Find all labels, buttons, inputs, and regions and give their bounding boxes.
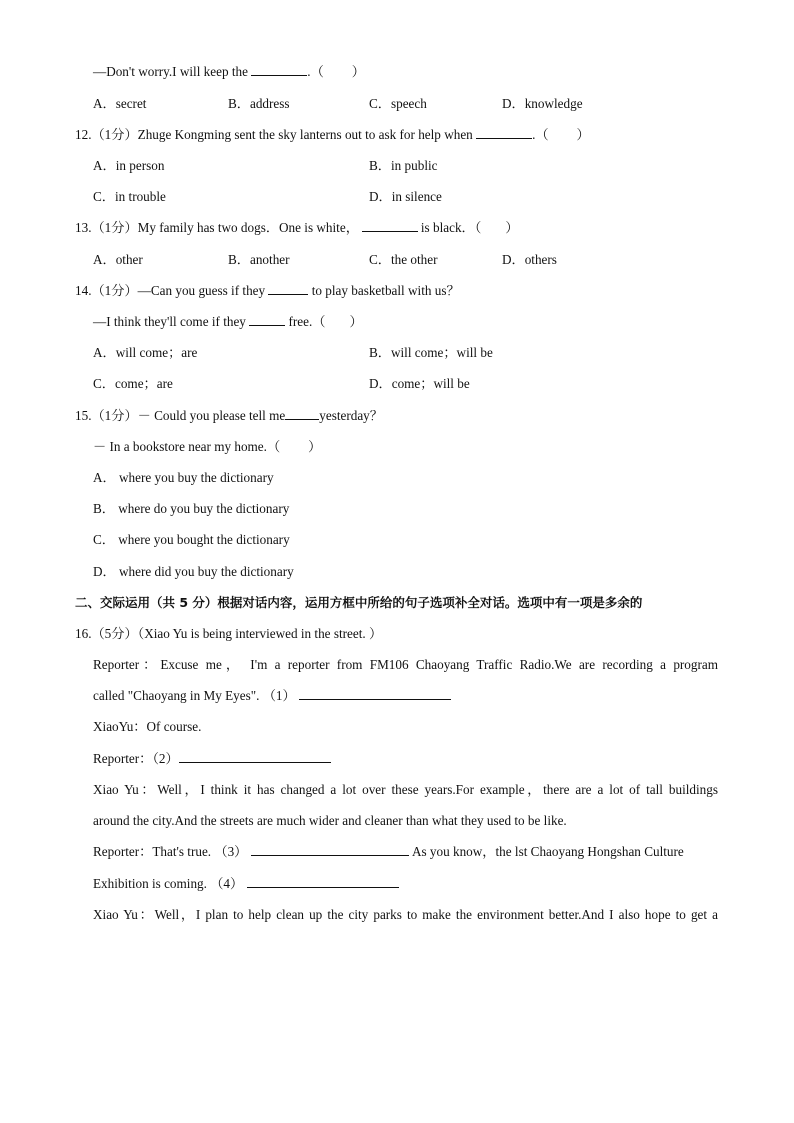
q12-after-blank: .（ xyxy=(532,127,549,142)
q16-dialogue-line-3: XiaoYu：Of course. xyxy=(93,719,202,734)
q14-blank-1 xyxy=(268,282,308,295)
q16-stem: 16.（5分）（Xiao Yu is being interviewed in the street. ） xyxy=(75,626,383,641)
q16-blank-1 xyxy=(299,687,451,700)
q16-line4-text: Reporter：（2） xyxy=(93,751,179,766)
q11-blank xyxy=(251,63,307,76)
q15-line2 xyxy=(93,438,321,456)
q16-blank-3 xyxy=(251,843,409,856)
q16-blank-4 xyxy=(247,875,399,888)
q16-dialogue-line-2 xyxy=(93,687,451,705)
q16-dialogue-line-6: around the city.And the streets are much wider and cleaner than what they used to be like. xyxy=(93,813,567,828)
q11-after-blank: .（ xyxy=(307,64,324,79)
q12-paren-close: ） xyxy=(576,127,590,142)
q11-stem-text: —Don't worry.I will keep the xyxy=(93,64,248,79)
q14-option-a: A．will come；are xyxy=(93,345,198,360)
q14-blank-2 xyxy=(249,313,285,326)
q14-line2 xyxy=(93,313,363,331)
q12-stem-text: 12.（1分）Zhuge Kongming sent the sky lanterns out to ask for help when xyxy=(75,127,473,142)
q15-option-a: A． where you buy the dictionary xyxy=(93,470,274,485)
q11-option-a: A．secret xyxy=(93,96,147,111)
q16-dialogue-line-9: Xiao Yu：Well，I plan to help clean up the city parks to make the environment better.And I also hope to get a xyxy=(93,907,718,922)
q13-option-a: A．other xyxy=(93,252,143,267)
q15-option-d: D． where did you buy the dictionary xyxy=(93,564,294,579)
q15-option-b: B． where do you buy the dictionary xyxy=(93,501,290,516)
q16-line8-text: Exhibition is coming. （4） xyxy=(93,876,244,891)
q16-line7-tail: As you know，the lst Chaoyang Hongshan Culture xyxy=(411,844,684,859)
q14-line2-text: —I think they'll come if they xyxy=(93,314,246,329)
q14-line2-tail: free.（ xyxy=(288,314,326,329)
q11-option-d: D．knowledge xyxy=(502,96,583,111)
q12-option-c: C．in trouble xyxy=(93,189,166,204)
q13-option-d: D．others xyxy=(502,252,557,267)
q16-line7-text: Reporter：That's true. （3） xyxy=(93,844,248,859)
q13-blank xyxy=(362,219,418,232)
q12-blank xyxy=(476,126,532,139)
q16-dialogue-line-8 xyxy=(93,875,399,893)
q14-paren-close: ） xyxy=(349,314,363,329)
q11-stem xyxy=(93,63,365,81)
section-2-title: 二、交际运用（共 5 分）根据对话内容，运用方框中所给的句子选项补全对话。选项中有一项是多余的 xyxy=(75,595,643,610)
q15-stem-tail: yesterday？ xyxy=(319,408,383,423)
q13-stem-text: 13.（1分）My family has two dogs．One is white， xyxy=(75,220,359,235)
q14-stem-tail: to play basketball with us？ xyxy=(311,283,460,298)
q16-blank-2 xyxy=(179,750,331,763)
q12-option-b: B．in public xyxy=(369,158,438,173)
q13-option-b: B．another xyxy=(228,252,290,267)
q15-stem-text: 15.（1分）－ Could you please tell me xyxy=(75,408,286,423)
q16-line2-text: called "Chaoyang in My Eyes". （1） xyxy=(93,688,296,703)
q12-option-d: D．in silence xyxy=(369,189,442,204)
q16-dialogue-line-5: Xiao Yu：Well，I think it has changed a lot over these years.For example，there are a lot of tall buildings xyxy=(93,782,718,797)
q16-dialogue-line-7 xyxy=(93,843,684,861)
q12-stem xyxy=(75,126,590,144)
q16-dialogue-line-1: Reporter：Excuse me， I'm a reporter from FM106 Chaoyang Traffic Radio.We are recording a program xyxy=(93,657,718,672)
q14-option-b: B．will come；will be xyxy=(369,345,493,360)
q14-stem-text: 14.（1分）—Can you guess if they xyxy=(75,283,266,298)
q13-paren-close: ） xyxy=(505,220,519,235)
q11-option-c: C．speech xyxy=(369,96,427,111)
q13-option-c: C．the other xyxy=(369,252,438,267)
q11-option-b: B．address xyxy=(228,96,290,111)
q15-stem xyxy=(75,407,383,425)
q14-stem xyxy=(75,282,460,300)
q13-stem-tail: is black．（ xyxy=(420,220,482,235)
q15-blank xyxy=(285,407,319,420)
q14-option-d: D．come；will be xyxy=(369,376,470,391)
q15-option-c: C． where you bought the dictionary xyxy=(93,532,290,547)
q12-option-a: A．in person xyxy=(93,158,165,173)
q13-stem xyxy=(75,219,519,237)
q16-dialogue-line-4 xyxy=(93,750,331,768)
q14-option-c: C．come；are xyxy=(93,376,173,391)
q15-paren-close: ） xyxy=(308,439,322,454)
q15-line2-text: － In a bookstore near my home.（ xyxy=(93,439,281,454)
q11-paren-close: ） xyxy=(351,64,365,79)
